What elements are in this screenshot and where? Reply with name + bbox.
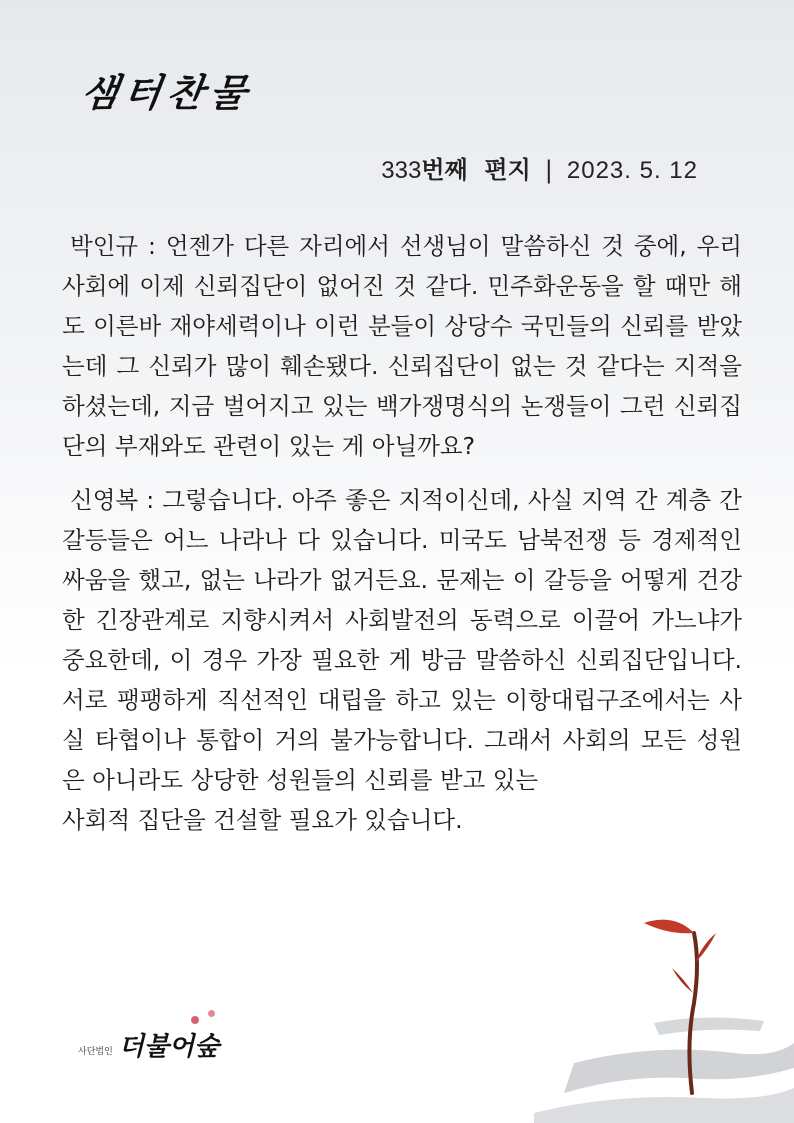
footer-small-text: 사단법인 xyxy=(78,1047,113,1057)
letter-label: 번째 편지 xyxy=(421,156,531,184)
footer-logo xyxy=(78,1026,219,1063)
ink-brush-shadow xyxy=(534,1017,794,1123)
paragraph-answer-last-line: 사회적 집단을 건설할 필요가 있습니다. xyxy=(62,806,463,834)
plant-illustration xyxy=(534,893,794,1123)
leaf-lower xyxy=(672,968,693,993)
footer-organization-name: 더불어숲 xyxy=(119,1026,219,1063)
logo-title: 샘터찬물 xyxy=(78,70,256,115)
letter-date: 2023. 5. 12 xyxy=(566,157,698,184)
flower-icon xyxy=(208,1010,215,1017)
letter-body xyxy=(62,226,742,840)
paragraph-answer: 신영복 : 그렇습니다. 아주 좋은 지적이신데, 사실 지역 간 계층 간 갈등들은 어느 나라나 다 있습니다. 미국도 남북전쟁 등 경제적인 싸움을 했고, 없는 나라가 없거든요. 문제는 이 갈등을 어떻게 건강한 긴장관계로 지향시켜서 사회발전의 동력으로 이끌어 가느냐가 중요한데, 이 경우 가장 필요한 게 방금 말씀하신 신뢰집단입니다. 서로 팽팽하게 직선적인 대립을 하고 있는 이항대립구조에서는 사실 타협이나 통합이 거의 불가능합니다. 그래서 사회의 모든 성원은 아니라도 상당한 성원들의 신뢰를 받고 있는 xyxy=(62,486,742,794)
letter-number: 333 xyxy=(381,157,422,184)
header-separator: | xyxy=(544,156,553,184)
paragraph-question: 박인규 : 언젠가 다른 자리에서 선생님이 말씀하신 것 중에, 우리 사회에 이제 신뢰집단이 없어진 것 같다. 민주화운동을 할 때만 해도 이른바 재야세력이나 이런 분들이 상당수 국민들의 신뢰를 받았는데 그 신뢰가 많이 훼손됐다. 신뢰집단이 없는 것 같다는 지적을 하셨는데, 지금 벌어지고 있는 백가쟁명식의 논쟁들이 그런 신뢰집단의 부재와도 관련이 있는 게 아닐까요? xyxy=(62,232,742,460)
leaf-top xyxy=(644,920,694,934)
letter-header xyxy=(381,150,698,185)
flower-icon xyxy=(191,1016,199,1024)
